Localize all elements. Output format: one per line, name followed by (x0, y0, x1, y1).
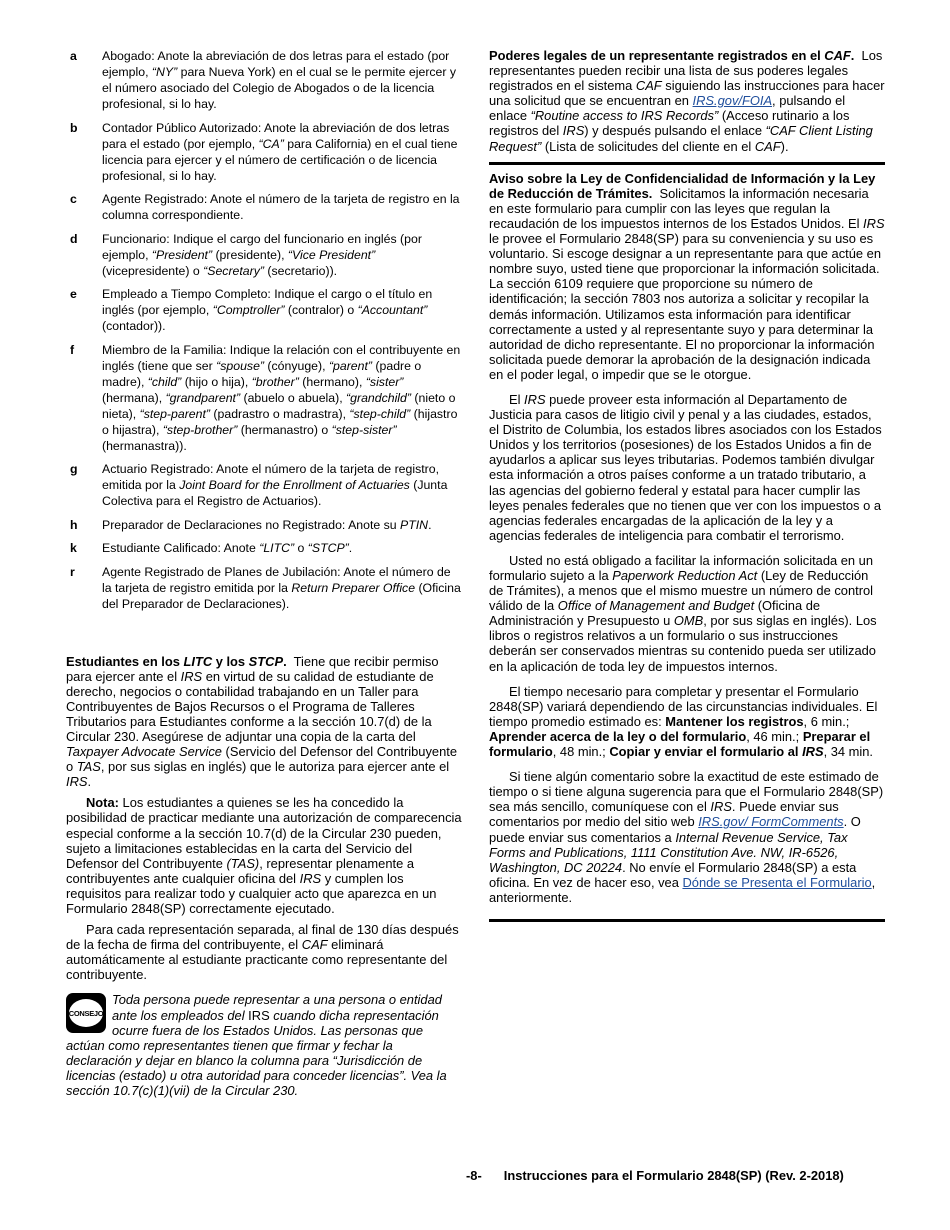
code-row (66, 231, 462, 279)
code-letter: e (70, 287, 77, 301)
hyperlink[interactable]: IRS.gov/ FormComments (698, 814, 844, 830)
paperwork-obligation-paragraph: Usted no está obligado a facilitar la información solicitada en un formulario sujeto a la Paperwork Reduction Act (Ley de Reducción de Trámites), a menos que el mismo muestre un número de control válido de la Office of Management and Budget (Oficina de Administración y Presupuesto u OMB, por sus siglas en inglés). Los libros o registros relativos a un formulario o sus instrucciones deberán ser conservados mientras su contenido pueda ser utilizado en la aplicación de toda ley de impuestos internos. (489, 552, 877, 674)
page-footer (466, 1168, 844, 1183)
code-row (66, 120, 462, 184)
privacy-act-paragraph: Aviso sobre la Ley de Confidencialidad de Información y la Ley de Reducción de Trámites. Solicitamos la información necesaria en este formulario para cumplir con las leyes que regulan la recaudación de los impuestos internos de los Estados Unidos. El IRS le provee el Formulario 2848(SP) para su conveniencia y su uso es voluntario. Si escoge designar a un representante para que actúe en nombre suyo, usted tiene que proporcionar la información solicitada. La sección 6109 requiere que proporcione su número de identificación; la sección 7803 nos autoriza a solicitar y recopilar la demás información. Utilizamos esta información para identificar correctamente a usted y al representante suyo y para determinar la autoridad de dicho representante. El no proporcionar la información solicitada puede demorar la aprobación de la designación indicada en el poder legal, o impedir que se le otorgue. (489, 170, 885, 382)
tip-box (66, 992, 462, 1098)
code-row (66, 540, 462, 556)
code-description: Miembro de la Familia: Indique la relación con el contribuyente en inglés (tiene que ser “spouse” (cónyuge), “parent” (padre o madre), “child” (hijo o hija), “brother” (hermano), “sister” (hermana), “grandparent” (abuelo o abuela), “grandchild” (nieto o nieta), “step-parent” (padrastro o madrastra), “step-child” (hijastro o hijastra), “step-brother” (hermanastro) o “step-sister” (hermanastra)). (102, 342, 461, 453)
representative-codes-list (66, 48, 462, 612)
code-row (66, 48, 462, 112)
code-description: Agente Registrado de Planes de Jubilación: Anote el número de la tarjeta de registro emitida por la Return Preparer Office (Oficina del Preparador de Declaraciones). (102, 564, 461, 611)
code-description: Funcionario: Indique el cargo del funcionario en inglés (por ejemplo, “President” (presidente), “Vice President” (vicepresidente) o “Secretary” (secretario)). (102, 231, 422, 278)
code-row (66, 342, 462, 454)
code-row (66, 564, 462, 612)
note-paragraph: Nota: Los estudiantes a quienes se les ha concedido la posibilidad de practicar mediante una autorización de comparecencia especial conforme a la sección 10.7(d) de la Circular 230 pueden, sujeto a limitaciones establecidas en la carta del Servicio del Defensor del Contribuyente (TAS), representar plenamente a contribuyentes ante cualquier oficina del IRS y cumplen los requisitos para realizar todo y cualquier acto que aparezca en un Formulario 2848(SP) correctamente ejecutado. (66, 795, 462, 916)
disclosure-paragraph: El IRS puede proveer esta información al Departamento de Justicia para casos de litigio civil y penal y a las ciudades, estados, el Distrito de Columbia, los estados libres asociados con los Estados Unidos y los territorios (posesiones) de los Estados Unidos a fin de ayudarlos a aplicar sus leyes tributarias. Podemos también divulgar esta información a otros países conforme a un tratado tributario, a las agencias del gobierno federal y estatal para hacer cumplir las leyes penales federales que no tienen que ver con los impuestos o a agencias federales encargadas de la aplicación de la ley y a agencias federales de inteligencia para combatir el terrorismo. (489, 391, 882, 543)
code-letter: g (70, 462, 78, 476)
code-letter: b (70, 120, 78, 135)
code-row (66, 286, 462, 334)
right-column (489, 48, 885, 922)
caf-powers-paragraph: Poderes legales de un representante registrados en el CAF. Los representantes pueden recibir una lista de sus poderes legales registrados en el sistema CAF siguiendo las instrucciones para hacer una solicitud que se encuentran en IRS.gov/FOIA, pulsando el enlace “Routine access to IRS Records” (Acceso rutinario a los registros del IRS) y después pulsando el enlace “CAF Client Listing Request” (Lista de solicitudes del cliente en el CAF). (489, 48, 885, 154)
code-letter: c (70, 192, 77, 206)
time-estimate-paragraph: El tiempo necesario para completar y presentar el Formulario 2848(SP) variará dependiendo de las circunstancias individuales. El tiempo promedio estimado es: Mantener los registros, 6 min.; Aprender acerca de la ley o del formulario, 46 min.; Preparar el formulario, 48 min.; Copiar y enviar el formulario al IRS, 34 min. (489, 683, 878, 760)
students-paragraph: Estudiantes en los LITC y los STCP. Tiene que recibir permiso para ejercer ante el IRS en virtud de su calidad de estudiante de derecho, negocios o contabilidad trabajando en un Taller para Contribuyentes de Bajos Recursos o el Programa de Talleres Tributarios para Estudiantes conforme a la sección 10.7(d) de la Circular 230. Asegúrese de adjuntar una copia de la carta del Taxpayer Advocate Service (Servicio del Defensor del Contribuyente o TAS, por sus siglas en inglés) que le autoriza para ejercer ante el IRS. (66, 653, 457, 790)
tip-text: Toda persona puede representar a una persona o entidad ante los empleados del IRS cuando dicha representación ocurre fuera de los Estados Unidos. Las personas que actúan como representantes tienen que firmar y fechar la declaración y dejar en blanco la columna para “Jurisdicción de licencias (estado) u otra autoridad para conceder licencias”. Vea la sección 10.7(c)(1)(vii) de la Circular 230. (66, 992, 447, 1099)
page-number: -8- (466, 1168, 482, 1183)
code-letter: d (70, 231, 78, 246)
hyperlink[interactable]: Dónde se Presenta el Formulario (682, 874, 872, 890)
code-description: Agente Registrado: Anote el número de la tarjeta de registro en la columna correspondiente. (102, 192, 460, 222)
code-letter: k (70, 541, 77, 555)
code-description: Preparador de Declaraciones no Registrado: Anote su PTIN. (102, 517, 432, 532)
tip-badge-label: CONSEJO (69, 999, 103, 1027)
consejo-tip-icon (66, 993, 106, 1033)
footer-title: Instrucciones para el Formulario 2848(SP) (Rev. 2-2018) (503, 1168, 844, 1183)
section-divider (489, 162, 885, 165)
separate-representation-paragraph: Para cada representación separada, al final de 130 días después de la fecha de firma del contribuyente, el CAF eliminará automáticamente al estudiante practicante como representante del contribuyente. (66, 922, 459, 983)
code-letter: h (70, 517, 78, 532)
left-column (66, 48, 462, 1098)
code-description: Actuario Registrado: Anote el número de la tarjeta de registro, emitida por la Joint Board for the Enrollment of Actuaries (Junta Colectiva para el Registro de Actuarios). (102, 462, 448, 508)
code-row (66, 461, 462, 509)
code-description: Estudiante Calificado: Anote “LITC” o “STCP”. (102, 541, 353, 555)
comments-paragraph: Si tiene algún comentario sobre la exactitud de este estimado de tiempo o si tiene alguna sugerencia para que el Formulario 2848(SP) sea más sencillo, comuníquese con el IRS. Puede enviar sus comentarios por medio del sitio web IRS.gov/ FormComments. O puede enviar sus comentarios a Internal Revenue Service, Tax Forms and Publications, 1111 Constitution Ave. NW, IR-6526, Washington, DC 20224. No envíe el Formulario 2848(SP) a esta oficina. En vez de hacer eso, vea Dónde se Presenta el Formulario, anteriormente. (489, 769, 884, 905)
code-description: Abogado: Anote la abreviación de dos letras para el estado (por ejemplo, “NY” para Nueva York) en el cual se le permite ejercer y el número asociado del Colegio de Abogados o de la licencia profesional, si lo hay. (102, 49, 457, 111)
code-description: Empleado a Tiempo Completo: Indique el cargo o el título en inglés (por ejemplo, “Comptroller” (contralor) o “Accountant” (contador)). (102, 287, 433, 333)
code-row (66, 517, 462, 533)
code-letter: f (70, 342, 75, 357)
code-letter: a (70, 49, 77, 63)
code-description: Contador Público Autorizado: Anote la abreviación de dos letras para el estado (por ejemplo, “CA” para California) en el cual tiene licencia para ejercer y el número de certificación o de licencia profesional, si lo hay. (102, 120, 458, 183)
end-divider (489, 919, 885, 922)
students-section (66, 654, 462, 983)
hyperlink[interactable]: IRS.gov/FOIA (692, 93, 773, 109)
code-letter: r (70, 564, 75, 579)
code-row (66, 191, 462, 223)
